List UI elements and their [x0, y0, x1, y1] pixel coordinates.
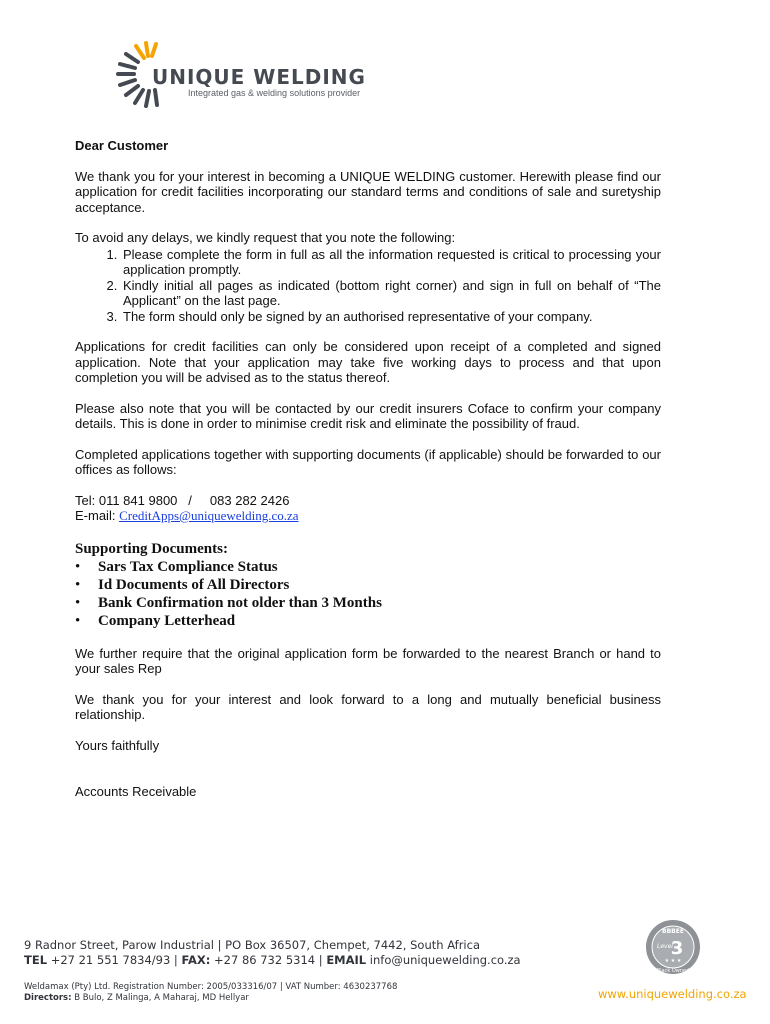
company-tagline: Integrated gas & welding solutions provider	[188, 88, 361, 98]
footer-website-link[interactable]: www.uniquewelding.co.za	[598, 987, 747, 1001]
footer-fax-label: FAX:	[181, 953, 211, 967]
directors-names: B Bulo, Z Malinga, A Maharaj, MD Hellyar	[74, 993, 249, 1003]
email-line	[75, 508, 661, 524]
badge-bottom-text: Black Owned	[656, 968, 690, 974]
telephone-line: Tel: 011 841 9800 / 083 282 2426	[75, 492, 290, 508]
footer-fax: +27 86 732 5314	[214, 953, 316, 967]
email-label: E-mail:	[75, 508, 120, 523]
letter-body	[75, 138, 661, 815]
forwarding-paragraph: Completed applications together with supporting documents (if applicable) should be forwarded to our offices as follows:	[75, 446, 661, 477]
coface-paragraph: Please also note that you will be contacted by our credit insurers Coface to confirm your company details. This is done in order to minimise credit risk and eliminate the possibility of fraud.	[75, 400, 661, 431]
supporting-document-item: • Sars Tax Compliance Status	[75, 558, 661, 576]
instruction-item: 2. Kindly initial all pages as indicated (bottom right corner) and sign in full on behalf of “The Applicant” on the last page.	[121, 278, 661, 309]
contact-block	[75, 493, 661, 524]
sign-off: Yours faithfully	[75, 737, 160, 753]
footer-email: info@uniquewelding.co.za	[369, 953, 521, 967]
original-form-paragraph: We further require that the original application form be forwarded to the nearest Branch or hand to your sales Rep	[75, 645, 661, 676]
greeting: Dear Customer	[75, 138, 169, 153]
badge-level-number: 3	[670, 938, 684, 959]
processing-paragraph: Applications for credit facilities can only be considered upon receipt of a completed and signed application. Note that your application may take five working days to process and that upon completion you will be advised as to the status thereof.	[75, 339, 661, 385]
footer-tel: +27 21 551 7834/93	[50, 953, 171, 967]
supporting-documents-title: Supporting Documents:	[75, 540, 228, 557]
supporting-document-item: • Id Documents of All Directors	[75, 576, 661, 594]
footer-email-label: EMAIL	[326, 953, 367, 967]
footer-address: 9 Radnor Street, Parow Industrial | PO Box 36507, Chempet, 7442, South Africa	[24, 938, 480, 952]
footer-contacts: TEL +27 21 551 7834/93 | FAX: +27 86 732 5314 | EMAIL info@uniquewelding.co.za	[24, 953, 521, 967]
instruction-list	[75, 247, 661, 325]
svg-text:★ ★ ★: ★ ★ ★	[664, 958, 682, 964]
directors-label: Directors:	[24, 993, 72, 1003]
instruction-item: 1. Please complete the form in full as all the information requested is critical to processing your application promptly.	[121, 247, 661, 278]
request-lead: To avoid any delays, we kindly request that you note the following:	[75, 230, 456, 245]
badge-level-word: Level	[657, 943, 673, 950]
supporting-document-item: • Company Letterhead	[75, 612, 661, 630]
footer-tel-label: TEL	[24, 953, 48, 967]
badge-top-text: BBBEE	[662, 928, 684, 935]
credit-email-link[interactable]: CreditApps@uniquewelding.co.za	[119, 508, 299, 523]
signatory: Accounts Receivable	[75, 784, 197, 799]
company-name: UNIQUE WELDING	[152, 65, 366, 89]
instruction-item: 3. The form should only be signed by an authorised representative of your company.	[121, 309, 661, 325]
thanks-paragraph: We thank you for your interest and look forward to a long and mutually beneficial business relationship.	[75, 691, 661, 722]
supporting-documents	[75, 540, 661, 630]
bbbee-badge-icon	[644, 918, 702, 976]
supporting-document-item: • Bank Confirmation not older than 3 Months	[75, 594, 661, 612]
registration-line: Weldamax (Pty) Ltd. Registration Number: 2005/033316/07 | VAT Number: 4630237768	[24, 982, 398, 992]
intro-paragraph: We thank you for your interest in becoming a UNIQUE WELDING customer. Herewith please find our application for credit facilities incorporating our standard terms and conditions of sale and suretyship acceptance.	[75, 168, 661, 215]
